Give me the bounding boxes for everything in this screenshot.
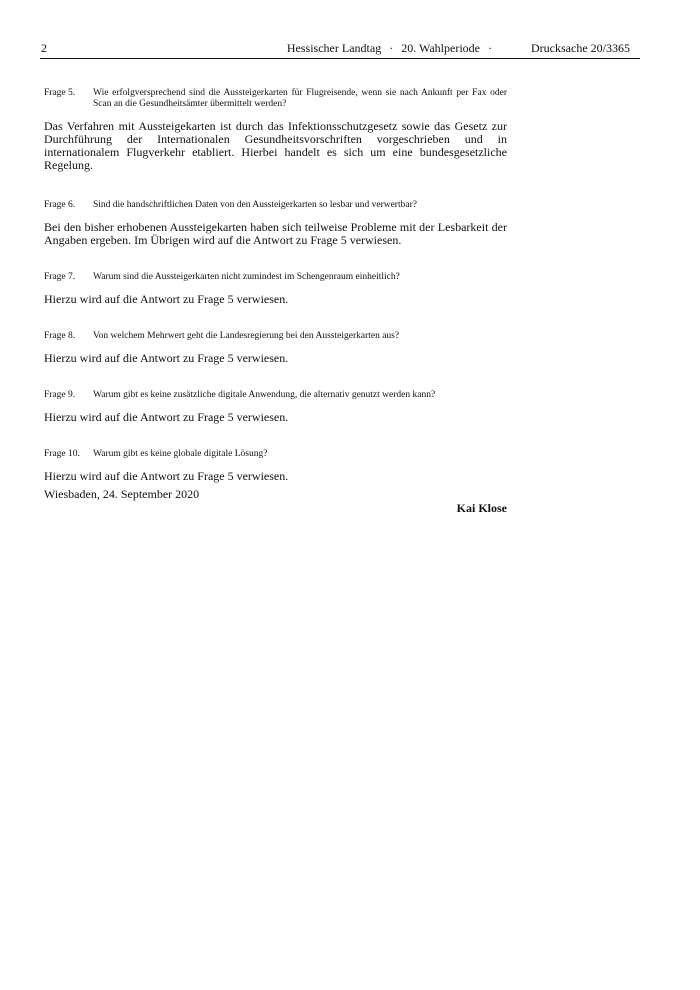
question — [44, 449, 507, 460]
qa-block-frage-10 — [44, 449, 507, 483]
closing — [44, 487, 507, 527]
question — [44, 331, 507, 342]
answer-text: Hierzu wird auf die Antwort zu Frage 5 verwiesen. — [44, 292, 289, 306]
signature-name: Kai Klose — [456, 501, 507, 515]
page-header — [40, 40, 640, 59]
question-label: Frage 6. — [44, 200, 76, 210]
question — [44, 272, 507, 283]
question — [44, 200, 507, 211]
place-date: Wiesbaden, 24. September 2020 — [44, 487, 200, 501]
question-label: Frage 7. — [44, 272, 76, 282]
question-text: Von welchem Mehrwert geht die Landesregierung bei den Aussteigerkarten aus? — [93, 331, 400, 341]
answer-text: Das Verfahren mit Aussteigekarten ist durch das Infektionsschutzgesetz sowie das Gesetz zur Durchführung der Internationalen Gesundheitsvorschriften vorgeschrieben und in internationalem Flugverkehr etabliert. Hierbei handelt es sich um eine bundesgesetzliche Regelung. — [44, 119, 507, 172]
answer-text: Hierzu wird auf die Antwort zu Frage 5 verwiesen. — [44, 469, 289, 483]
answer-text: Hierzu wird auf die Antwort zu Frage 5 verwiesen. — [44, 351, 289, 365]
qa-block-frage-7 — [44, 272, 507, 306]
parliament-name: Hessischer Landtag — [286, 41, 382, 55]
header-title — [287, 40, 500, 56]
question-text: Warum sind die Aussteigerkarten nicht zumindest im Schengenraum einheitlich? — [93, 272, 400, 282]
answer-text: Hierzu wird auf die Antwort zu Frage 5 verwiesen. — [44, 410, 289, 424]
qa-block-frage-9 — [44, 390, 507, 424]
question-text: Warum gibt es keine zusätzliche digitale Anwendung, die alternativ genutzt werden kann? — [93, 390, 436, 400]
legislative-period: 20. Wahlperiode — [401, 41, 480, 55]
page-number: 2 — [41, 41, 47, 55]
answer-text: Bei den bisher erhobenen Aussteigekarten haben sich teilweise Probleme mit der Lesbarkeit der Angaben ergeben. Im Übrigen wird auf die Antwort zu Frage 5 verwiesen. — [44, 220, 507, 247]
question-label: Frage 5. — [44, 88, 76, 98]
header-separator: · — [488, 41, 492, 55]
question-text: Wie erfolgversprechend sind die Aussteigerkarten für Flugreisende, wenn sie nach Ankunft per Fax oder Scan an die Gesundheitsämter übermittelt werden? — [93, 88, 507, 109]
question-text: Sind die handschriftlichen Daten von den Aussteigerkarten so lesbar und verwertbar? — [93, 200, 417, 210]
question — [44, 390, 507, 401]
question-label: Frage 9. — [44, 390, 76, 400]
header-separator: · — [389, 41, 394, 55]
question — [44, 88, 507, 110]
question-label: Frage 8. — [44, 331, 76, 341]
question-text: Warum gibt es keine globale digitale Lösung? — [93, 449, 268, 459]
qa-block-frage-8 — [44, 331, 507, 365]
document-number: Drucksache 20/3365 — [531, 41, 630, 55]
question-label: Frage 10. — [44, 449, 80, 459]
qa-block-frage-6 — [44, 200, 507, 247]
qa-block-frage-5 — [44, 88, 507, 172]
qa-content — [44, 88, 507, 508]
